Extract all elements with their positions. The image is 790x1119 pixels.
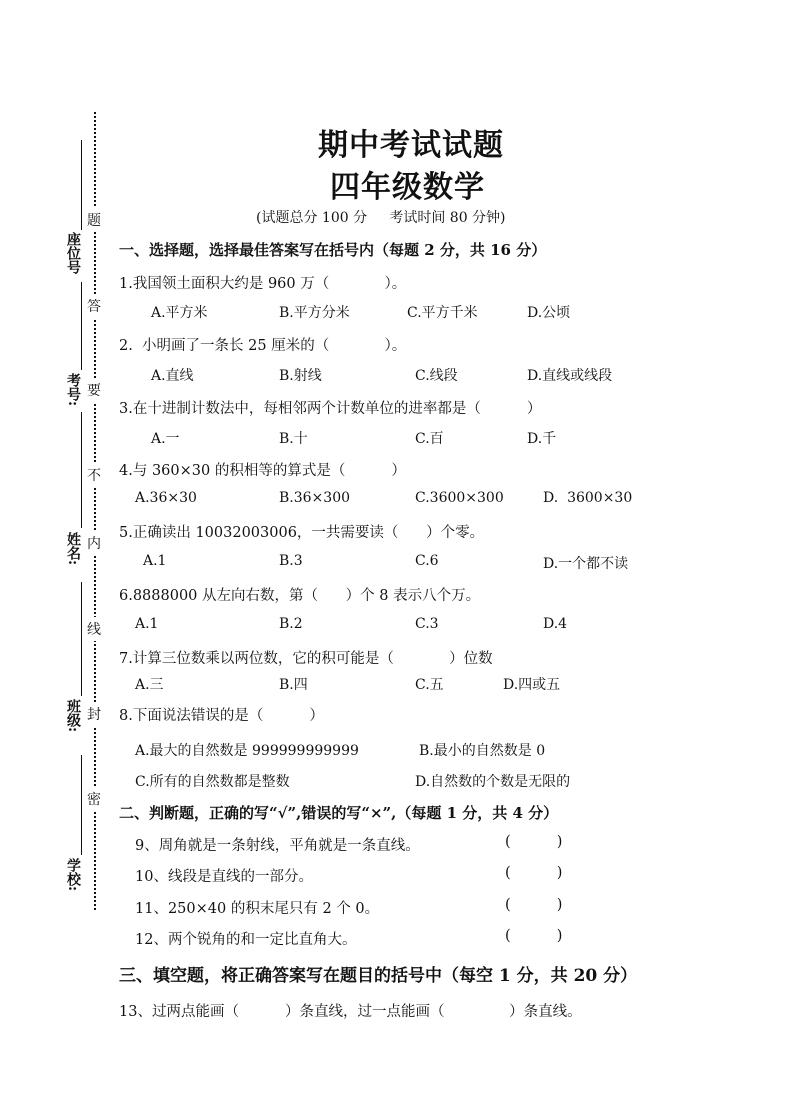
option[interactable]: A.最大的自然数是 999999999999 [135, 743, 359, 759]
option[interactable]: D.自然数的个数是无限的 [415, 774, 571, 790]
option[interactable]: D. 3600×30 [543, 490, 633, 506]
option[interactable]: A.36×30 [135, 490, 197, 506]
section-heading-judge: 二、判断题，正确的写“√”,错误的写“×”,（每题 1 分，共 4 分） [119, 804, 559, 822]
section-heading-choice: 一、选择题，选择最佳答案写在括号内（每题 2 分，共 16 分） [119, 241, 547, 259]
exam-subject: 四年级数学 [330, 170, 485, 205]
option[interactable]: D.四或五 [503, 677, 561, 693]
section-heading-fill: 三、填空题，将正确答案写在题目的括号中（每空 1 分，共 20 分） [119, 966, 638, 986]
option[interactable]: A.1 [143, 553, 167, 569]
option[interactable]: A.三 [135, 677, 164, 693]
option[interactable]: B.平方分米 [279, 305, 350, 321]
seal-word: 不 [87, 463, 101, 487]
option[interactable]: D.公顷 [527, 305, 571, 321]
option[interactable]: C.3600×300 [415, 490, 504, 506]
option[interactable]: A.平方米 [151, 305, 208, 321]
option[interactable]: C.所有的自然数都是整数 [135, 774, 290, 790]
option[interactable]: D.4 [543, 616, 568, 632]
seal-word: 题 [87, 208, 101, 232]
option[interactable]: D.一个都不读 [543, 556, 629, 572]
option[interactable]: C.平方千米 [407, 305, 478, 321]
seal-word: 内 [87, 531, 101, 555]
option[interactable]: D.千 [527, 431, 557, 447]
option[interactable]: C.五 [415, 677, 444, 693]
option[interactable]: B.最小的自然数是 0 [419, 743, 546, 759]
seal-word: 密 [87, 787, 101, 811]
exam-number-label: 考号: [65, 373, 81, 407]
seal-word: 答 [87, 294, 101, 318]
option[interactable]: B.射线 [279, 368, 322, 384]
seat-number-line[interactable] [81, 140, 82, 230]
option[interactable]: C.3 [415, 616, 439, 632]
exam-info: (试题总分 100 分 考试时间 80 分钟) [256, 210, 506, 226]
exam-number-line[interactable] [81, 282, 82, 370]
school-label: 学校: [65, 858, 81, 892]
question-stem: 7.计算三位数乘以两位数，它的积可能是（ ）位数 [119, 651, 493, 667]
option[interactable]: B.2 [279, 616, 303, 632]
seal-word: 封 [87, 702, 101, 726]
option[interactable]: C.百 [415, 431, 444, 447]
option[interactable]: A.直线 [151, 368, 194, 384]
option[interactable]: B.十 [279, 431, 308, 447]
option[interactable]: C.线段 [415, 368, 458, 384]
option[interactable]: C.6 [415, 553, 439, 569]
fill-item: 13、过两点能画（ ）条直线，过一点能画（ ）条直线。 [119, 1004, 582, 1020]
option[interactable]: A.1 [135, 616, 159, 632]
answer-bracket[interactable]: ( ) [505, 865, 563, 881]
class-line[interactable] [81, 582, 82, 696]
question-stem: 3.在十进制计数法中，每相邻两个计数单位的进率都是（ ） [119, 401, 542, 417]
answer-bracket[interactable]: ( ) [505, 897, 563, 913]
class-label: 班级: [65, 699, 81, 733]
name-label: 姓名: [65, 532, 81, 566]
option[interactable]: B.四 [279, 677, 308, 693]
seal-word: 线 [87, 617, 101, 641]
option[interactable]: D.直线或线段 [527, 368, 613, 384]
judge-item: 10、线段是直线的一部分。 [135, 869, 313, 885]
name-line[interactable] [81, 412, 82, 528]
option[interactable]: A.一 [151, 431, 180, 447]
answer-bracket[interactable]: ( ) [505, 928, 563, 944]
question-stem: 6.8888000 从左向右数，第（ ）个 8 表示八个万。 [119, 588, 481, 604]
question-stem: 8.下面说法错误的是（ ） [119, 708, 324, 724]
seat-number-label: 座位号 [65, 232, 81, 274]
question-stem: 1.我国领土面积大约是 960 万（ ）。 [119, 276, 407, 292]
school-line[interactable] [81, 755, 82, 855]
option[interactable]: B.36×300 [279, 490, 351, 506]
judge-item: 9、周角就是一条射线，平角就是一条直线。 [135, 838, 420, 854]
question-stem: 2. 小明画了一条长 25 厘米的（ ）。 [119, 338, 407, 354]
seal-word: 要 [87, 378, 101, 402]
answer-bracket[interactable]: ( ) [505, 834, 563, 850]
judge-item: 12、两个锐角的和一定比直角大。 [135, 932, 357, 948]
question-stem: 5.正确读出 10032003006，一共需要读（ ）个零。 [119, 525, 485, 541]
question-stem: 4.与 360×30 的积相等的算式是（ ） [119, 463, 406, 479]
option[interactable]: B.3 [279, 553, 303, 569]
judge-item: 11、250×40 的积末尾只有 2 个 0。 [135, 901, 380, 917]
exam-title: 期中考试试题 [318, 128, 504, 163]
